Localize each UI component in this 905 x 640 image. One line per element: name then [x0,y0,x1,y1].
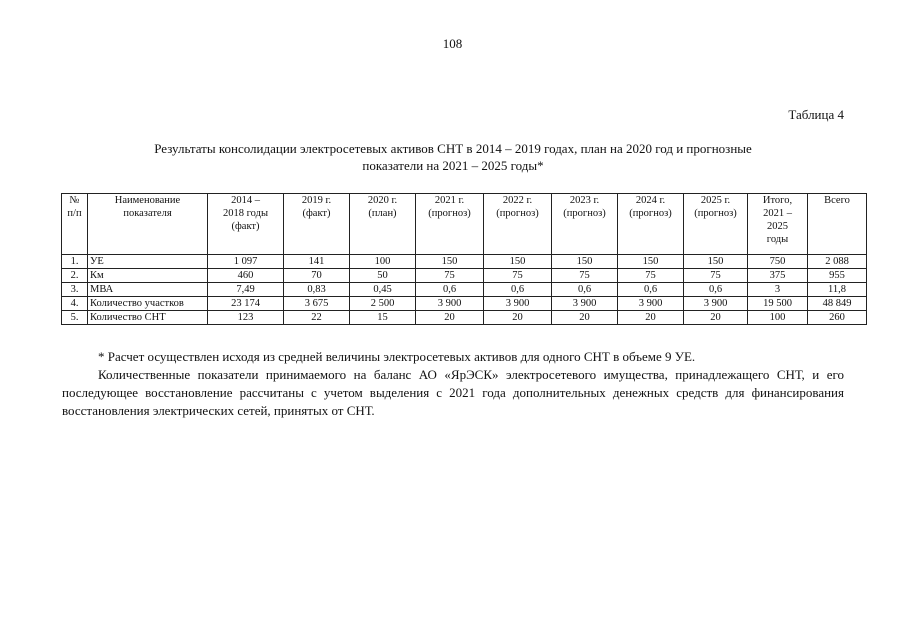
cell-value: 3 900 [484,297,552,311]
cell-value: 3 900 [618,297,684,311]
cell-value: 2 088 [808,255,867,269]
header-line: Итого, [762,195,793,206]
header-line: (прогноз) [629,208,672,219]
cell-name: МВА [88,283,208,297]
header-line: 2023 г. [569,195,600,206]
cell-value: 70 [284,269,350,283]
header-cell-2021 [416,194,484,255]
cell-value: 23 174 [208,297,284,311]
cell-value: 75 [684,269,748,283]
header-row [62,194,867,255]
cell-number: 5. [62,311,88,325]
header-line: № [69,195,80,206]
header-line: 2021 г. [434,195,465,206]
cell-value: 75 [416,269,484,283]
document-title-line-2: показатели на 2021 – 2025 годы* [362,158,544,173]
header-line: 2022 г. [502,195,533,206]
header-cell-2022 [484,194,552,255]
cell-number: 1. [62,255,88,269]
cell-value: 50 [350,269,416,283]
cell-value: 48 849 [808,297,867,311]
header-line: Наименование [114,195,181,206]
header-line: (прогноз) [563,208,606,219]
header-line: (прогноз) [428,208,471,219]
header-line: Всего [824,195,850,206]
header-line: 2025 [767,221,788,232]
table-body [62,255,867,325]
cell-value: 2 500 [350,297,416,311]
header-line: 2025 г. [700,195,731,206]
header-cell-total-2021-2025 [748,194,808,255]
notes-paragraph: Количественные показатели принимаемого на баланс АО «ЯрЭСК» электросетевого имущества, принадлежащего СНТ, и его последующее восстановление рассчитаны с учетом выделения с 2021 года дополнительных денежных средств для финансирования восстановления электрических сетей, принятых от СНТ. [62,367,844,418]
cell-value: 3 900 [416,297,484,311]
table-row [62,311,867,325]
cell-value: 3 [748,283,808,297]
cell-value: 955 [808,269,867,283]
cell-value: 20 [416,311,484,325]
cell-name: Количество участков [88,297,208,311]
table-row [62,269,867,283]
header-line: 2024 г. [635,195,666,206]
notes-section [62,348,844,420]
header-line: (прогноз) [694,208,737,219]
cell-value: 150 [552,255,618,269]
cell-value: 3 675 [284,297,350,311]
cell-value: 7,49 [208,283,284,297]
header-line: (факт) [302,208,331,219]
footnote: * Расчет осуществлен исходя из средней величины электросетевых активов для одного СНТ в объеме 9 УЕ. [98,349,696,364]
cell-value: 75 [484,269,552,283]
header-line: 2019 г. [301,195,332,206]
cell-value: 75 [552,269,618,283]
cell-value: 3 900 [684,297,748,311]
table-row [62,297,867,311]
cell-value: 11,8 [808,283,867,297]
cell-value: 150 [416,255,484,269]
header-cell-2020 [350,194,416,255]
cell-value: 0,6 [484,283,552,297]
cell-value: 460 [208,269,284,283]
cell-value: 20 [684,311,748,325]
cell-value: 260 [808,311,867,325]
header-cell-2019 [284,194,350,255]
cell-value: 75 [618,269,684,283]
cell-value: 3 900 [552,297,618,311]
header-cell-2023 [552,194,618,255]
cell-value: 0,6 [416,283,484,297]
header-cell-2014-2018 [208,194,284,255]
table-header [62,194,867,255]
cell-value: 123 [208,311,284,325]
cell-value: 22 [284,311,350,325]
page-number: 108 [442,36,463,51]
cell-value: 750 [748,255,808,269]
cell-value: 0,6 [684,283,748,297]
cell-name: УЕ [88,255,208,269]
cell-name: Км [88,269,208,283]
cell-value: 20 [618,311,684,325]
header-line: 2014 – [231,195,260,206]
results-table [61,193,867,325]
table-row [62,255,867,269]
document-title [62,140,844,174]
header-line: (прогноз) [496,208,539,219]
header-line: 2018 годы [222,208,268,219]
header-cell-2025 [684,194,748,255]
header-cell-grand-total [808,194,867,255]
header-line: годы [766,234,789,245]
header-cell-number [62,194,88,255]
cell-value: 0,6 [552,283,618,297]
cell-value: 0,45 [350,283,416,297]
cell-value: 150 [684,255,748,269]
cell-value: 1 097 [208,255,284,269]
cell-value: 15 [350,311,416,325]
header-line: показателя [123,208,172,219]
header-line: (план) [368,208,397,219]
cell-value: 20 [552,311,618,325]
header-line: п/п [67,208,82,219]
cell-value: 141 [284,255,350,269]
cell-name: Количество СНТ [88,311,208,325]
cell-value: 100 [350,255,416,269]
cell-value: 19 500 [748,297,808,311]
table-row [62,283,867,297]
cell-number: 3. [62,283,88,297]
cell-value: 375 [748,269,808,283]
header-cell-name [88,194,208,255]
header-line: 2021 – [763,208,792,219]
cell-number: 4. [62,297,88,311]
cell-value: 0,83 [284,283,350,297]
cell-number: 2. [62,269,88,283]
header-line: 2020 г. [367,195,398,206]
header-line: (факт) [231,221,260,232]
header-cell-2024 [618,194,684,255]
cell-value: 150 [484,255,552,269]
document-title-line-1: Результаты консолидации электросетевых активов СНТ в 2014 – 2019 годах, план на 2020 год и прогнозные [154,141,752,156]
cell-value: 100 [748,311,808,325]
cell-value: 150 [618,255,684,269]
cell-value: 0,6 [618,283,684,297]
table-label: Таблица 4 [788,107,844,122]
cell-value: 20 [484,311,552,325]
